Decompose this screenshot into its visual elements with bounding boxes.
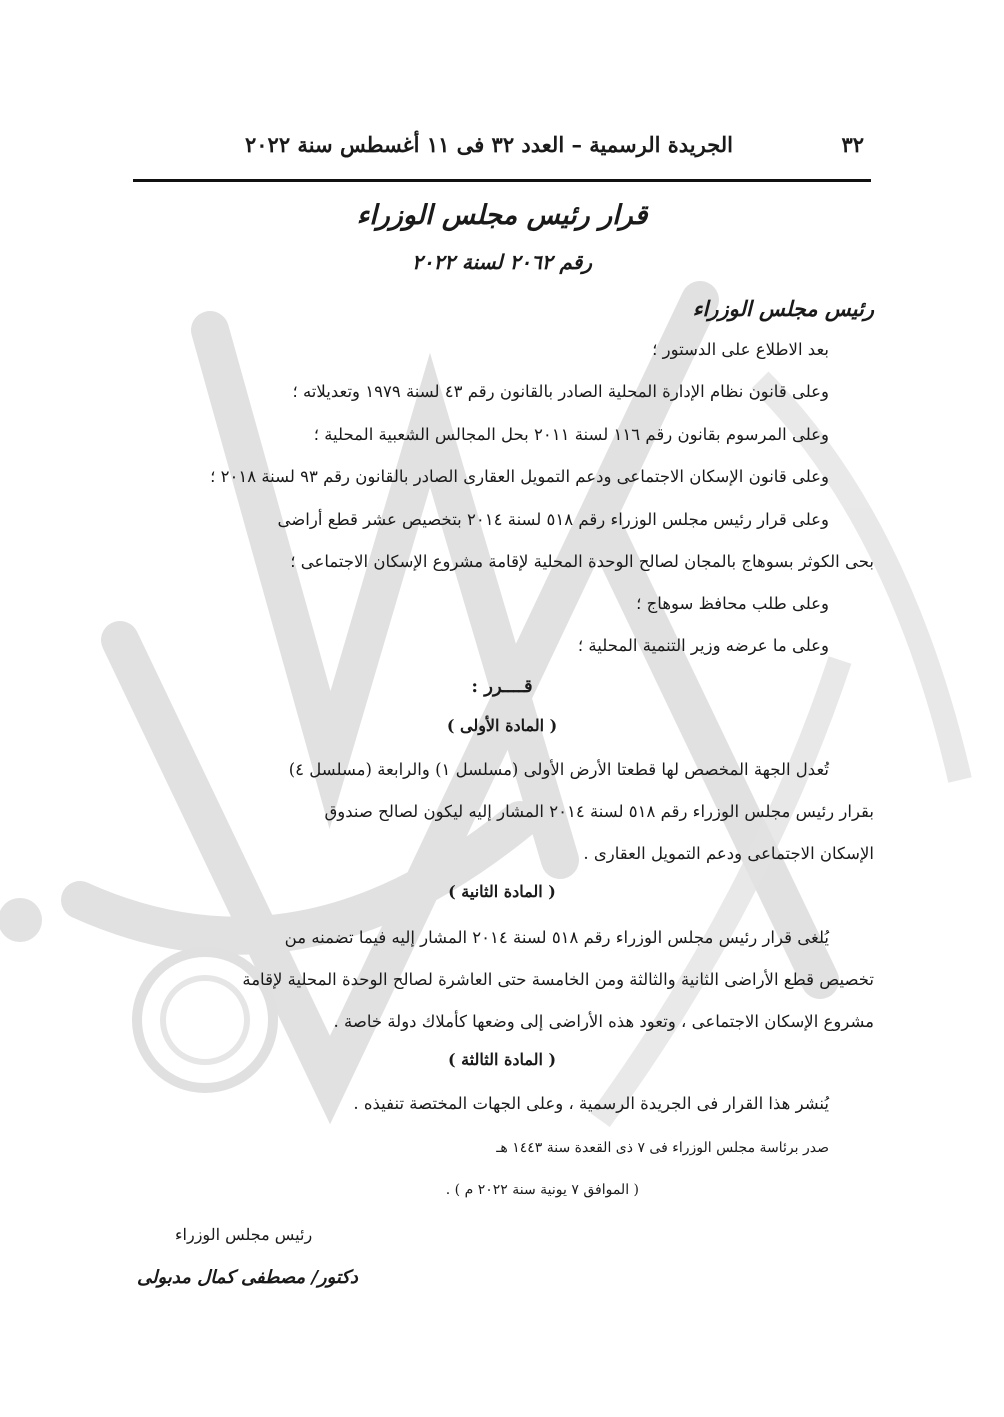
article-line: مشروع الإسكان الاجتماعى ، وتعود هذه الأراضى إلى وضعها كأملاك دولة خاصة .	[333, 1012, 874, 1031]
preamble-line: بحى الكوثر بسوهاج بالمجان لصالح الوحدة المحلية لإقامة مشروع الإسكان الاجتماعى ؛	[290, 552, 874, 571]
decided-heading: قــــرر :	[471, 676, 533, 697]
article-heading: ( المادة الثانية )	[448, 882, 556, 901]
decree-number: رقم ٢٠٦٢ لسنة ٢٠٢٢	[411, 250, 593, 274]
article-line: الإسكان الاجتماعى ودعم التمويل العقارى .	[583, 844, 874, 863]
signatory-title: رئيس مجلس الوزراء	[175, 1225, 313, 1244]
article-line: يُلغى قرار رئيس مجلس الوزراء رقم ٥١٨ لسنة ٢٠١٤ المشار إليه فيما تضمنه من	[284, 928, 829, 947]
header-rule	[133, 179, 871, 182]
preamble-line: وعلى طلب محافظ سوهاج ؛	[636, 594, 829, 613]
preamble-line: وعلى ما عرضه وزير التنمية المحلية ؛	[577, 636, 829, 655]
article-heading: ( المادة الثالثة )	[447, 1050, 557, 1069]
article-line: تُعدل الجهة المخصص لها قطعتا الأرض الأولى (مسلسل ١) والرابعة (مسلسل ٤)	[288, 760, 829, 779]
article-line: بقرار رئيس مجلس الوزراء رقم ٥١٨ لسنة ٢٠١٤ المشار إليه ليكون لصالح صندوق	[324, 802, 874, 821]
issued-date-gregorian: ( الموافق ٧ يونية سنة ٢٠٢٢ م ) .	[445, 1182, 639, 1198]
article-line: تخصيص قطع الأراضى الثانية والثالثة ومن الخامسة حتى العاشرة لصالح الوحدة المحلية لإقامة	[242, 970, 874, 989]
decree-title: قرار رئيس مجلس الوزراء	[356, 200, 648, 231]
decree-issuer: رئيس مجلس الوزراء	[692, 296, 874, 321]
page-number: ٣٢	[841, 132, 864, 157]
article-line: يُنشر هذا القرار فى الجريدة الرسمية ، وعلى الجهات المختصة تنفيذه .	[353, 1094, 829, 1113]
preamble-line: وعلى قانون نظام الإدارة المحلية الصادر بالقانون رقم ٤٣ لسنة ١٩٧٩ وتعديلاته ؛	[292, 382, 829, 401]
article-heading: ( المادة الأولى )	[446, 716, 558, 735]
preamble-line: بعد الاطلاع على الدستور ؛	[652, 340, 829, 359]
gazette-header-text: الجريدة الرسمية – العدد ٣٢ فى ١١ أغسطس سنة ٢٠٢٢	[245, 132, 733, 157]
signatory-name: دكتور/ مصطفى كمال مدبولى	[137, 1267, 358, 1288]
preamble-line: وعلى قرار رئيس مجلس الوزراء رقم ٥١٨ لسنة ٢٠١٤ بتخصيص عشر قطع أراضى	[277, 510, 829, 529]
preamble-line: وعلى المرسوم بقانون رقم ١١٦ لسنة ٢٠١١ بحل المجالس الشعبية المحلية ؛	[313, 425, 829, 444]
issued-date-hijri: صدر برئاسة مجلس الوزراء فى ٧ ذى القعدة سنة ١٤٤٣ هـ	[496, 1140, 829, 1156]
preamble-line: وعلى قانون الإسكان الاجتماعى ودعم التمويل العقارى الصادر بالقانون رقم ٩٣ لسنة ٢٠١٨ ؛	[210, 467, 829, 486]
